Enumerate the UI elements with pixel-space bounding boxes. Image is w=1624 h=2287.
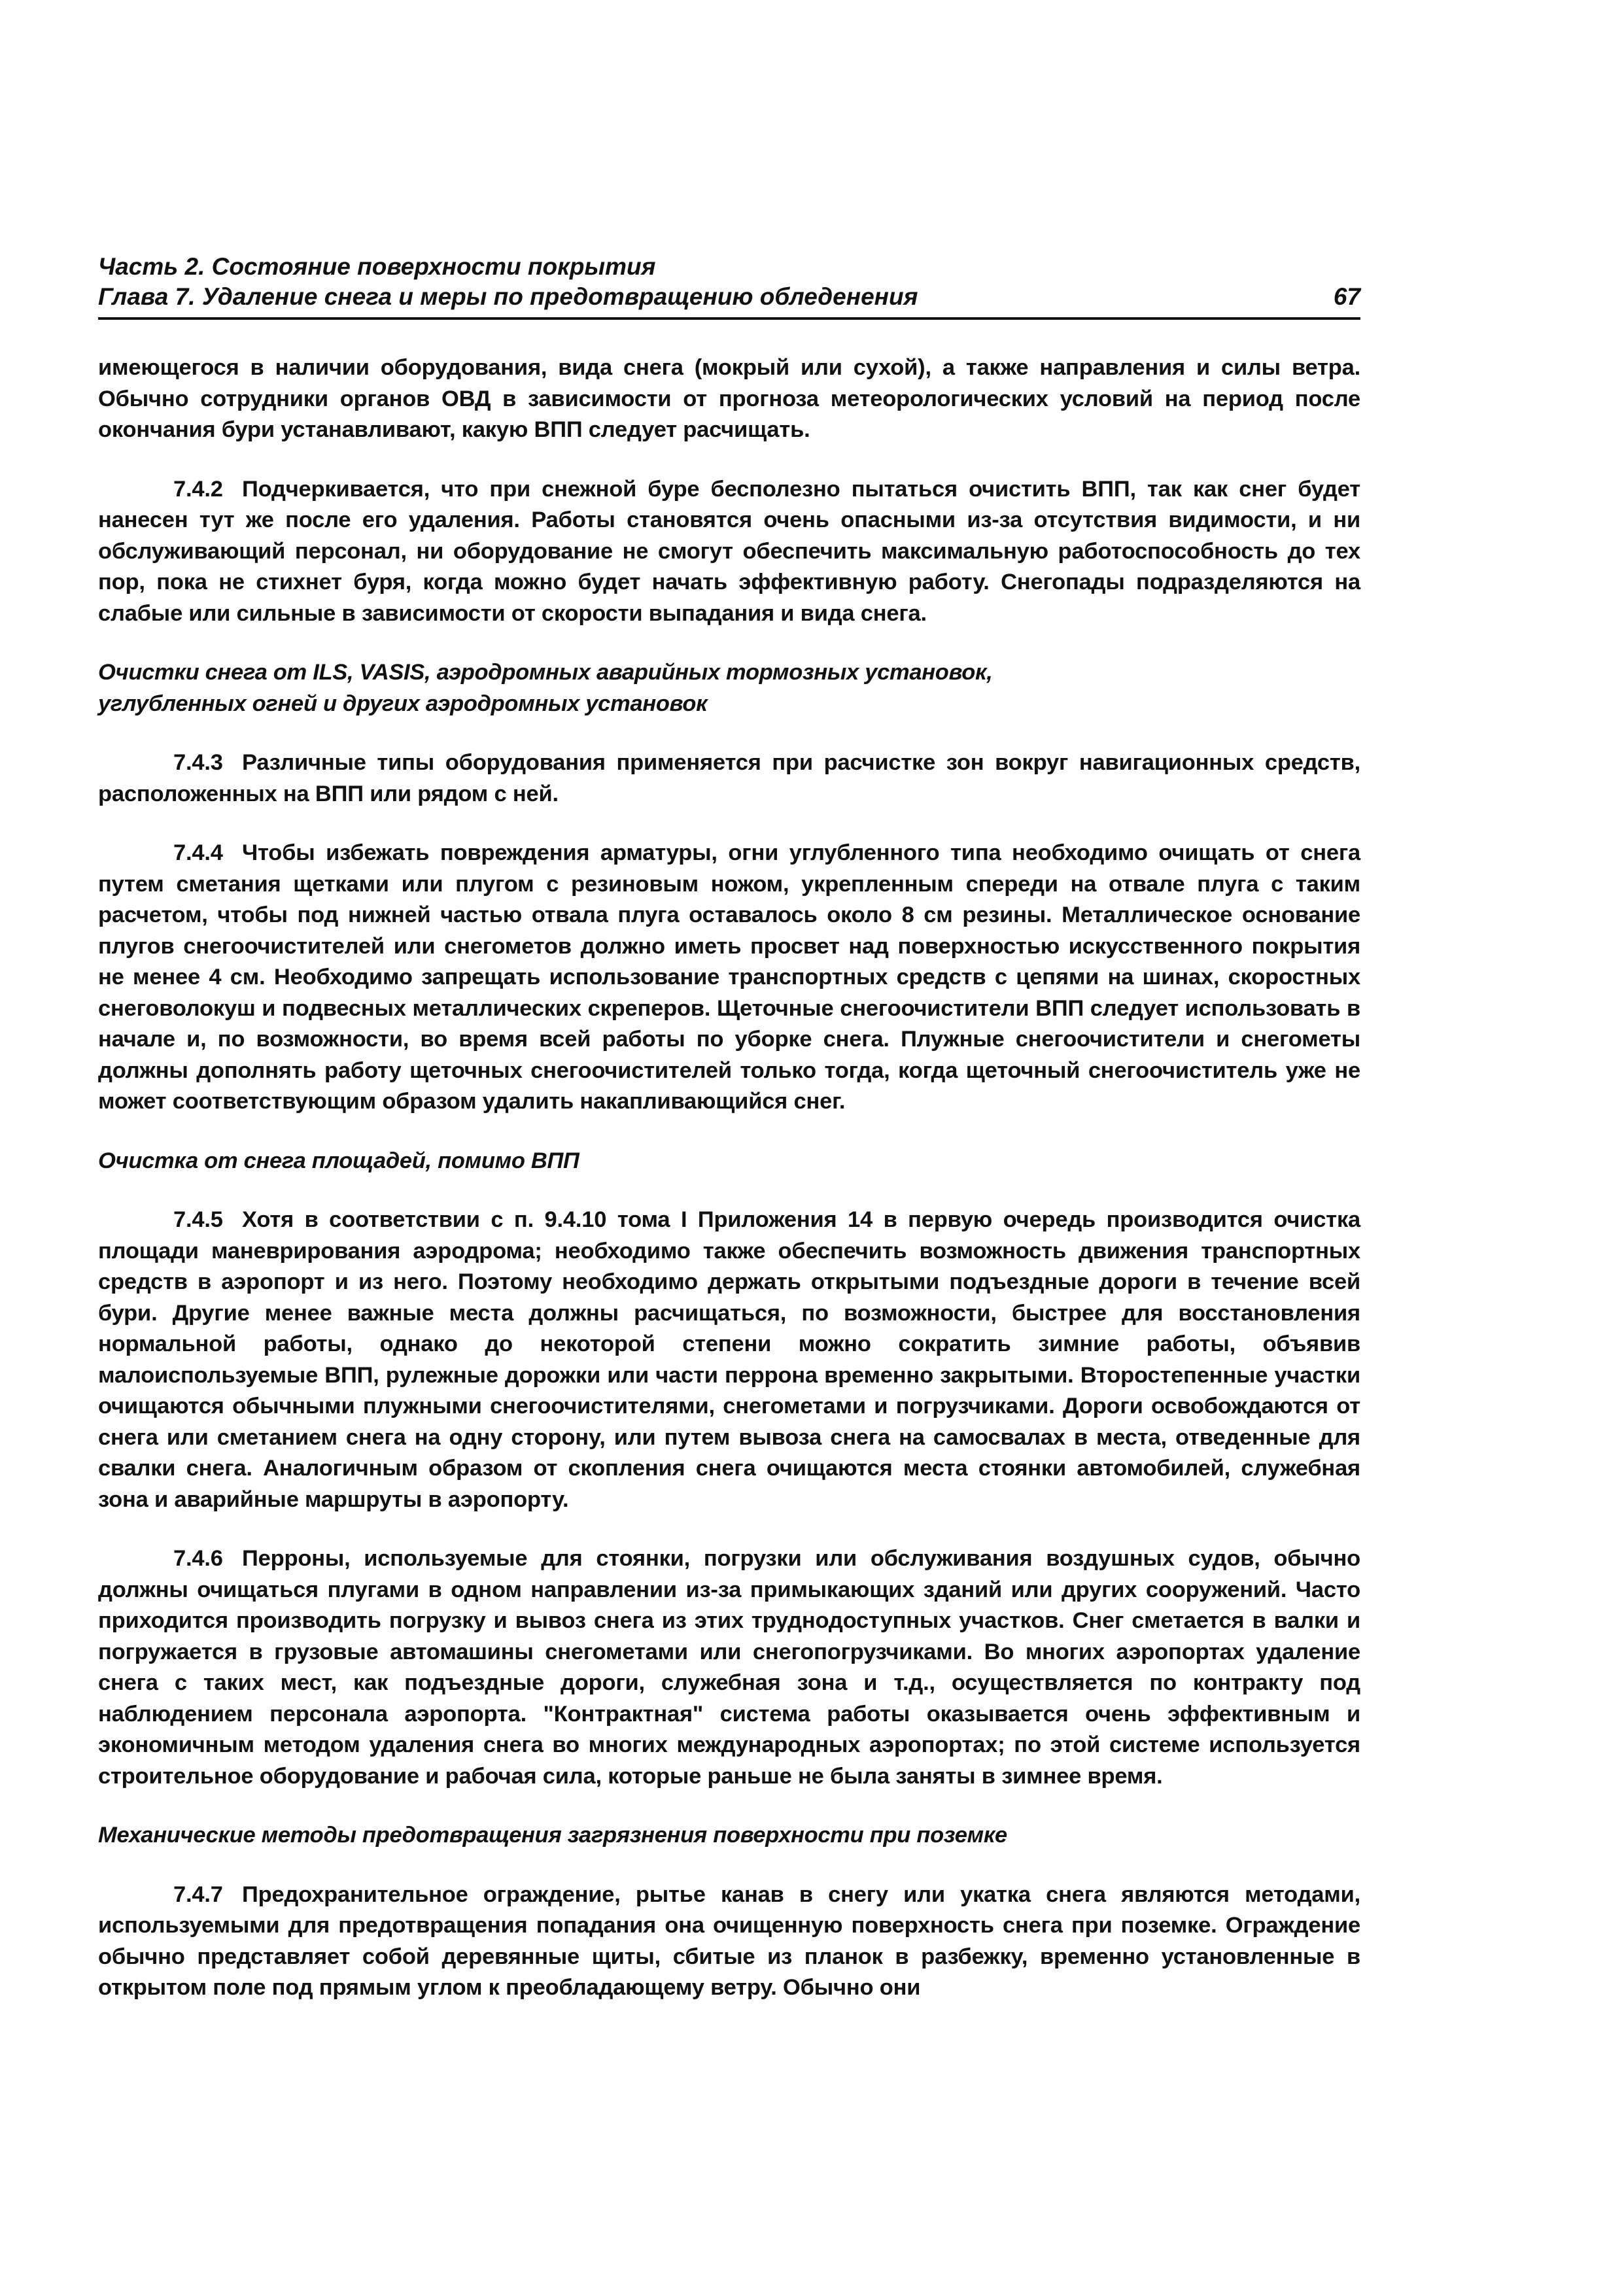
section-heading-drifting-snow bbox=[98, 1820, 1360, 1851]
paragraph-number: 7.4.7 bbox=[173, 1882, 223, 1907]
paragraph-text: Предохранительное ограждение, рытье канав в снегу или укатка снега являются методами, используемыми для предотвращения попадания она очищенную поверхность снега при поземке. Ограждение обычно представляет собой деревянные щиты, сбитые из планок в разбежку, временно установленные в открытом поле под прямым углом к преобладающему ветру. Обычно они bbox=[98, 1882, 1360, 2000]
running-header bbox=[98, 252, 1360, 320]
header-chapter-title: Глава 7. Удаление снега и меры по предотвращению обледенения bbox=[98, 283, 918, 310]
paragraph-text: Подчеркивается, что при снежной буре бесполезно пытаться очистить ВПП, так как снег будет нанесен тут же после его удаления. Работы становятся очень опасными из-за отсутствия видимости, и ни обслуживающий персонал, ни оборудование не смогут обеспечить максимальную работоспособность до тех пор, пока не стихнет буря, когда можно будет начать эффективную работу. Снегопады подразделяются на слабые или сильные в зависимости от скорости выпадания и вида снега. bbox=[98, 476, 1360, 626]
section-heading-text: Очистка от снега площадей, помимо ВПП bbox=[98, 1148, 579, 1173]
paragraph-7-4-5 bbox=[98, 1205, 1360, 1515]
paragraph-number: 7.4.2 bbox=[173, 476, 223, 502]
header-part-title: Часть 2. Состояние поверхности покрытия bbox=[98, 253, 656, 280]
page-body bbox=[98, 353, 1360, 2004]
paragraph-number: 7.4.6 bbox=[173, 1546, 223, 1571]
paragraph-7-4-6 bbox=[98, 1543, 1360, 1792]
section-heading-ils-clearing bbox=[98, 657, 1360, 719]
paragraph-text: Чтобы избежать повреждения арматуры, огни углубленного типа необходимо очищать от снега путем сметания щетками или плугом с резиновым ножом, укрепленным спереди на отвале плуга с таким расчетом, чтобы под нижней частью отвала плуга оставалось около 8 см резины. Металлическое основание плугов снегоочистителей или снегометов должно иметь просвет над поверхностью искусственного покрытия не менее 4 см. Необходимо запрещать использование транспортных средств с цепями на шинах, скоростных снеговолокуш и подвесных металлических скреперов. Щеточные снегоочистители ВПП следует использовать в начале и, по возможности, во время всей работы по уборке снега. Плужные снегоочистители и снегометы должны дополнять работу щеточных снегоочистителей только тогда, когда щеточный снегоочиститель уже не может соответствующим образом удалить накапливающийся снег. bbox=[98, 840, 1360, 1114]
paragraph-7-4-4 bbox=[98, 838, 1360, 1118]
paragraph-text: Перроны, используемые для стоянки, погрузки или обслуживания воздушных судов, обычно должны очищаться плугами в одном направлении из-за примыкающих зданий или других сооружений. Часто приходится производить погрузку и вывоз снега из этих труднодоступных участков. Снег сметается в валки и погружается в грузовые автомашины снегометами или снегопогрузчиками. Во многих аэропортах удаление снега с таких мест, как подъездные дороги, служебная зона и т.д., осуществляется по контракту под наблюдением персонала аэропорта. "Контрактная" система работы оказывается очень эффективным и экономичным методом удаления снега во многих международных аэропортах; по этой системе используется строительное оборудование и рабочая сила, которые раньше не была заняты в зимнее время. bbox=[98, 1546, 1360, 1789]
paragraph-number: 7.4.3 bbox=[173, 750, 223, 775]
paragraph-text: имеющегося в наличии оборудования, вида снега (мокрый или сухой), а также направления и силы ветра. Обычно сотрудники органов ОВД в зависимости от прогноза метеорологических условий на период после окончания бури устанавливают, какую ВПП следует расчищать. bbox=[98, 355, 1360, 442]
section-heading-non-runway-areas bbox=[98, 1146, 1360, 1177]
paragraph-number: 7.4.4 bbox=[173, 840, 223, 865]
paragraph-7-4-7 bbox=[98, 1880, 1360, 2004]
section-heading-line-2: углубленных огней и других аэродромных установок bbox=[98, 691, 708, 716]
paragraph-continuation bbox=[98, 353, 1360, 446]
section-heading-text: Механические методы предотвращения загрязнения поверхности при поземке bbox=[98, 1823, 1007, 1848]
paragraph-7-4-2 bbox=[98, 474, 1360, 630]
page-number: 67 bbox=[1333, 283, 1360, 310]
paragraph-number: 7.4.5 bbox=[173, 1207, 223, 1232]
document-page bbox=[98, 252, 1360, 2032]
paragraph-7-4-3 bbox=[98, 748, 1360, 810]
paragraph-text: Хотя в соответствии с п. 9.4.10 тома I Приложения 14 в первую очередь производится очистка площади маневрирования аэродрома; необходимо также обеспечить возможность движения транспортных средств в аэропорт и из него. Поэтому необходимо держать открытыми подъездные дороги в течение всей бури. Другие менее важные места должны расчищаться, по возможности, быстрее для восстановления нормальной работы, однако до некоторой степени можно сократить зимние работы, объявив малоиспользуемые ВПП, рулежные дорожки или части перрона временно закрытыми. Второстепенные участки очищаются обычными плужными снегоочистителями, снегометами и погрузчиками. Дороги освобождаются от снега или сметанием снега на одну сторону, или путем вывоза снега на самосвалах в места, отведенные для свалки снега. Аналогичным образом от скопления снега очищаются места стоянки автомобилей, служебная зона и аварийные маршруты в аэропорту. bbox=[98, 1207, 1360, 1512]
paragraph-text: Различные типы оборудования применяется при расчистке зон вокруг навигационных средств, расположенных на ВПП или рядом с ней. bbox=[98, 750, 1360, 806]
section-heading-line-1: Очистки снега от ILS, VASIS, аэродромных аварийных тормозных установок, bbox=[98, 660, 993, 685]
